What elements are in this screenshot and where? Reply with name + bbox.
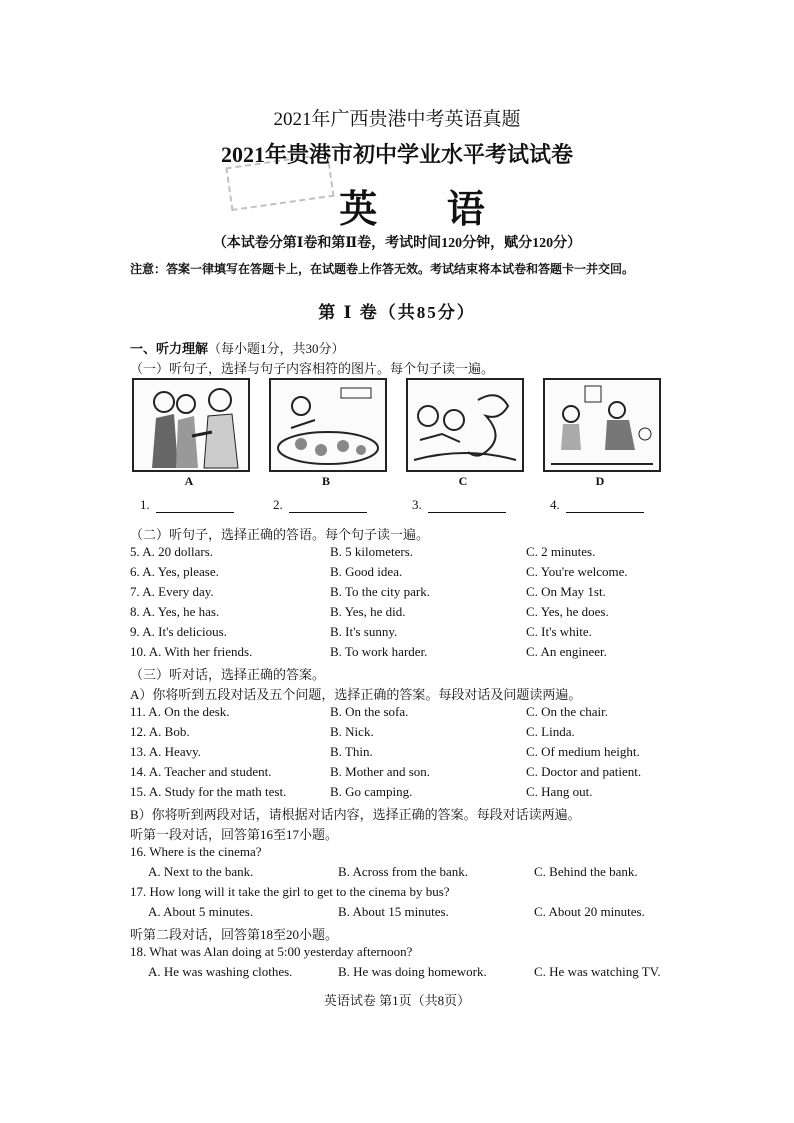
dialogue1-note: 听第一段对话，回答第16至17小题。 [130, 827, 339, 842]
sitting-people-illustration [545, 380, 659, 470]
option-b: B. About 15 minutes. [338, 904, 449, 919]
option-a: 9. A. It's delicious. [130, 624, 227, 639]
option-b: B. Mother and son. [330, 764, 431, 779]
question-17: 17. How long will it take the girl to get to the cinema by bus? [130, 884, 450, 899]
option-c: C. About 20 minutes. [534, 904, 645, 919]
answer-blank-2[interactable] [273, 497, 367, 513]
option-b: B. He was doing homework. [338, 964, 487, 979]
option-b: B. To the city park. [330, 584, 430, 599]
question-row [130, 584, 690, 602]
option-a: 12. A. Bob. [130, 724, 190, 739]
option-c: C. Doctor and patient. [526, 764, 642, 779]
option-b: B. Across from the bank. [338, 864, 468, 879]
picture-row [132, 378, 662, 470]
picture-b [269, 378, 387, 472]
question-row [130, 704, 690, 722]
option-c: C. Yes, he does. [526, 604, 609, 619]
option-b: B. Thin. [330, 744, 373, 759]
picture-letter-a: A [184, 474, 194, 488]
question-18: 18. What was Alan doing at 5:00 yesterday afternoon? [130, 944, 413, 959]
option-a: A. About 5 minutes. [148, 904, 254, 919]
option-a: A. Next to the bank. [148, 864, 254, 879]
blank-label: 4. [550, 497, 560, 512]
question-row [130, 544, 690, 562]
section-heading [130, 338, 345, 357]
option-c: C. It's white. [526, 624, 592, 639]
part2-instruction: （二）听句子，选择正确的答语。每个句子读一遍。 [130, 527, 430, 542]
option-b: B. On the sofa. [330, 704, 409, 719]
option-b: B. Good idea. [330, 564, 403, 579]
part1-instruction: （一）听句子，选择与句子内容相符的图片。每个句子读一遍。 [130, 361, 495, 376]
option-c: C. 2 minutes. [526, 544, 596, 559]
option-b: B. Nick. [330, 724, 374, 739]
option-a: 5. A. 20 dollars. [130, 544, 214, 559]
dragon-boat-illustration [408, 380, 522, 470]
title-line-2: 2021年贵港市初中学业水平考试试卷 [220, 142, 573, 167]
subject-title: 英 语 [339, 189, 515, 231]
picture-c [406, 378, 524, 472]
blank-label: 3. [412, 497, 422, 512]
question-16: 16. Where is the cinema? [130, 844, 262, 859]
answer-blank-3[interactable] [412, 497, 506, 513]
option-a: 8. A. Yes, he has. [130, 604, 220, 619]
dinner-table-illustration [271, 380, 385, 470]
blank-label: 2. [273, 497, 283, 512]
part3b-instruction: B）你将听到两段对话，请根据对话内容，选择正确的答案。每段对话读两遍。 [130, 807, 581, 822]
option-c: C. An engineer. [526, 644, 607, 659]
option-b: B. It's sunny. [330, 624, 398, 639]
question-row [148, 964, 708, 982]
question-row [130, 724, 690, 742]
picture-letter-c: C [458, 474, 468, 488]
option-b: B. 5 kilometers. [330, 544, 414, 559]
question-row [148, 864, 708, 882]
option-c: C. You're welcome. [526, 564, 628, 579]
question-row [130, 744, 690, 762]
people-greeting-illustration [134, 380, 248, 470]
title-line-1: 2021年广西贵港中考英语真题 [273, 109, 521, 130]
part3-instruction: （三）听对话，选择正确的答案。 [130, 667, 326, 682]
option-b: B. To work harder. [330, 644, 428, 659]
option-a: 7. A. Every day. [130, 584, 214, 599]
option-c: C. Of medium height. [526, 744, 640, 759]
picture-a [132, 378, 250, 472]
page-footer: 英语试卷 第1页（共8页） [323, 993, 471, 1008]
question-row [130, 644, 690, 662]
option-c: C. Hang out. [526, 784, 593, 799]
answer-blank-1[interactable] [140, 497, 234, 513]
question-row [130, 564, 690, 582]
option-a: A. He was washing clothes. [148, 964, 293, 979]
option-b: B. Yes, he did. [330, 604, 406, 619]
question-row [130, 604, 690, 622]
option-c: C. He was watching TV. [534, 964, 661, 979]
picture-letter-b: B [321, 474, 330, 488]
option-c: C. Behind the bank. [534, 864, 638, 879]
blank-label: 1. [140, 497, 150, 512]
section-note: （每小题1分，共30分） [208, 341, 345, 356]
option-b: B. Go camping. [330, 784, 413, 799]
option-c: C. Linda. [526, 724, 575, 739]
question-row [130, 764, 690, 782]
picture-letter-d: D [595, 474, 605, 488]
volume-title: 第 Ⅰ 卷（共85分） [318, 303, 476, 322]
question-row [148, 904, 708, 922]
exam-notice: 注意：答案一律填写在答题卡上，在试题卷上作答无效。考试结束将本试卷和答题卡一并交回。 [130, 262, 635, 276]
option-a: 10. A. With her friends. [130, 644, 253, 659]
question-row [130, 784, 690, 802]
answer-blank-4[interactable] [550, 497, 644, 513]
question-row [130, 624, 690, 642]
option-c: C. On May 1st. [526, 584, 606, 599]
option-a: 6. A. Yes, please. [130, 564, 219, 579]
exam-info: （本试卷分第Ⅰ卷和第Ⅱ卷，考试时间120分钟，赋分120分） [212, 236, 582, 251]
option-a: 15. A. Study for the math test. [130, 784, 287, 799]
option-c: C. On the chair. [526, 704, 608, 719]
part3a-instruction: A）你将听到五段对话及五个问题，选择正确的答案。每段对话及问题读两遍。 [130, 687, 582, 702]
section-title: 一、听力理解 [130, 341, 209, 356]
picture-d [543, 378, 661, 472]
option-a: 14. A. Teacher and student. [130, 764, 272, 779]
option-a: 13. A. Heavy. [130, 744, 202, 759]
option-a: 11. A. On the desk. [130, 704, 230, 719]
dialogue2-note: 听第二段对话，回答第18至20小题。 [130, 927, 339, 942]
